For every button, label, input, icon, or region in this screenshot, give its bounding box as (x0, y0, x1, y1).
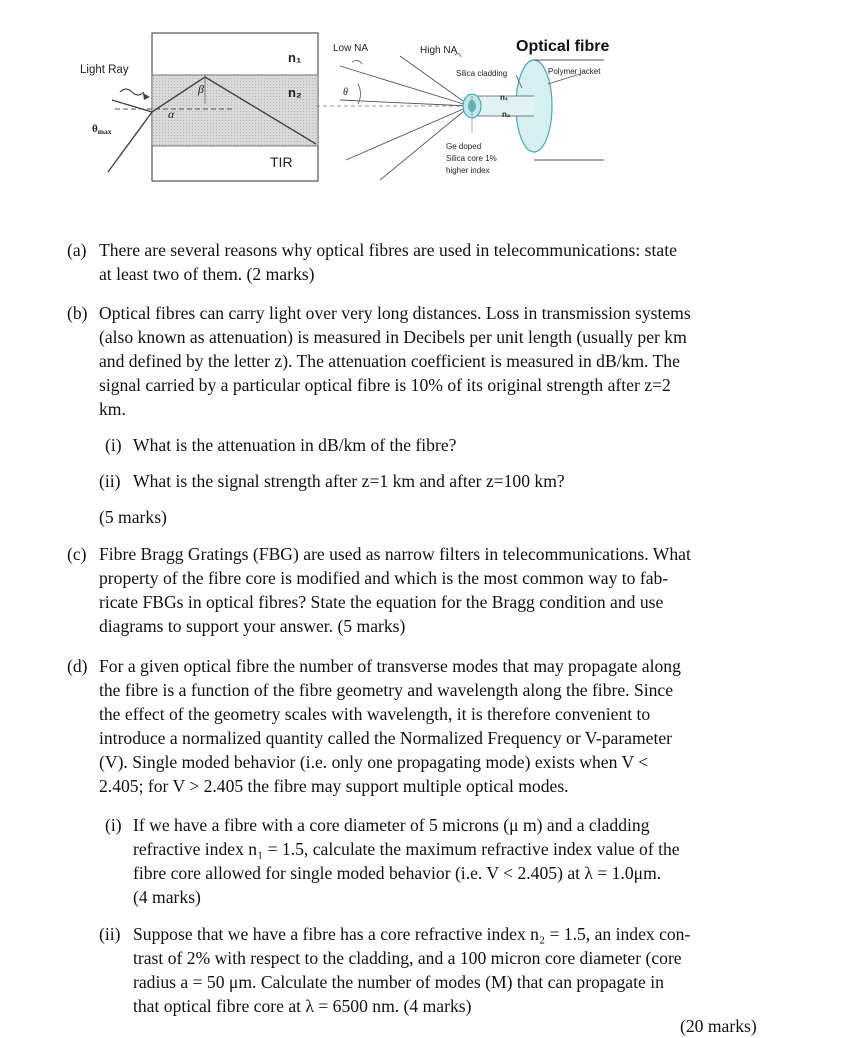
beta-label: β (198, 82, 204, 96)
total-marks: (20 marks) (680, 1016, 757, 1036)
question-c-line: property of the fibre core is modified and which is the most common way to fab- (99, 568, 669, 588)
question-d-i-line: (4 marks) (133, 887, 201, 907)
question-b-line: and defined by the letter z). The attenuation coefficient is measured in dB/km. The (99, 351, 680, 371)
question-b-i-text: What is the attenuation in dB/km of the fibre? (133, 435, 457, 455)
question-d-line: introduce a normalized quantity called the Normalized Frequency or V-parameter (99, 728, 673, 748)
optical-fibre-figure (0, 0, 863, 200)
question-a-line: There are several reasons why optical fibres are used in telecommunications: state (99, 240, 677, 260)
question-d-ii-line: that optical fibre core at λ = 6500 nm. (4 marks) (133, 996, 472, 1016)
tir-diagram (80, 33, 318, 181)
cropped-footer (0, 1012, 863, 1036)
question-d-ii-line: trast of 2% with respect to the cladding, and a 100 micron core diameter (core (133, 948, 682, 968)
question-d-i-line: refractive index n₁ = 1.5, calculate the maximum refractive index value of the (133, 839, 680, 859)
question-d-label: (d) (67, 656, 88, 676)
question-d-line: For a given optical fibre the number of transverse modes that may propagate along (99, 656, 681, 676)
question-d-ii-line: Suppose that we have a fibre has a core refractive index n₂ = 1.5, an index con- (133, 924, 691, 944)
optical-fibre-title: Optical fibre (516, 38, 610, 55)
question-b-label: (b) (67, 303, 88, 323)
question-b-i-label: (i) (105, 435, 122, 455)
question-c-line: diagrams to support your answer. (5 marks) (99, 616, 406, 636)
question-d-line: 2.405; for V > 2.405 the fibre may support multiple optical modes. (99, 776, 569, 796)
low-na-label: Low NA (333, 43, 369, 54)
question-b-marks: (5 marks) (99, 507, 167, 527)
question-b-line: (also known as attenuation) is measured in Decibels per unit length (usually per km (99, 327, 687, 347)
question-b-line: signal carried by a particular optical fibre is 10% of its original strength after z=2 (99, 375, 671, 395)
fibre-n1-label: n₁ (500, 93, 509, 102)
core-label-line1: Ge doped (446, 142, 482, 151)
question-b-ii-text: What is the signal strength after z=1 km and after z=100 km? (133, 471, 565, 491)
question-d-i-label: (i) (105, 815, 122, 835)
question-d-ii-label: (ii) (99, 924, 121, 944)
question-b-line: Optical fibres can carry light over very long distances. Loss in transmission systems (99, 303, 691, 323)
question-c-label: (c) (67, 544, 87, 564)
question-d-ii-line: radius a = 50 μm. Calculate the number of modes (M) that can propagate in (133, 972, 664, 992)
question-a-label: (a) (67, 240, 87, 260)
n1-label: n₁ (288, 50, 302, 65)
polymer-jacket-label: Polymer jacket (548, 67, 601, 76)
theta-max-label: θmax (92, 123, 112, 136)
question-b-ii-label: (ii) (99, 471, 121, 491)
fibre-diagram (316, 38, 609, 180)
fibre-n2-label: n₂ (502, 110, 511, 119)
high-na-label: High NA (420, 45, 458, 56)
silica-cladding-label: Silica cladding (456, 69, 508, 78)
question-b-line: km. (99, 399, 126, 419)
question-c-line: Fibre Bragg Gratings (FBG) are used as narrow filters in telecommunications. What (99, 544, 691, 564)
question-a-line: at least two of them. (2 marks) (99, 264, 315, 284)
question-d-line: the effect of the geometry scales with wavelength, it is therefore convenient to (99, 704, 651, 724)
light-ray-label: Light Ray (80, 64, 129, 76)
question-c-line: ricate FBGs in optical fibres? State the equation for the Bragg condition and use (99, 592, 664, 612)
question-d-line: the fibre is a function of the fibre geometry and wavelength along the fibre. Since (99, 680, 674, 700)
question-d-line: (V). Single moded behavior (i.e. only one propagating mode) exists when V < (99, 752, 649, 772)
question-d-i-line: fibre core allowed for single moded behavior (i.e. V < 2.405) at λ = 1.0μm. (133, 863, 662, 883)
n2-label: n₂ (288, 85, 302, 100)
theta-label: θ (343, 87, 348, 98)
question-d-i-line: If we have a fibre with a core diameter of 5 microns (μ m) and a cladding (133, 815, 650, 835)
core-label-line3: higher index (446, 166, 490, 175)
alpha-label: α (168, 107, 175, 121)
core-label-line2: Silica core 1% (446, 154, 497, 163)
tir-label: TIR (270, 154, 293, 170)
